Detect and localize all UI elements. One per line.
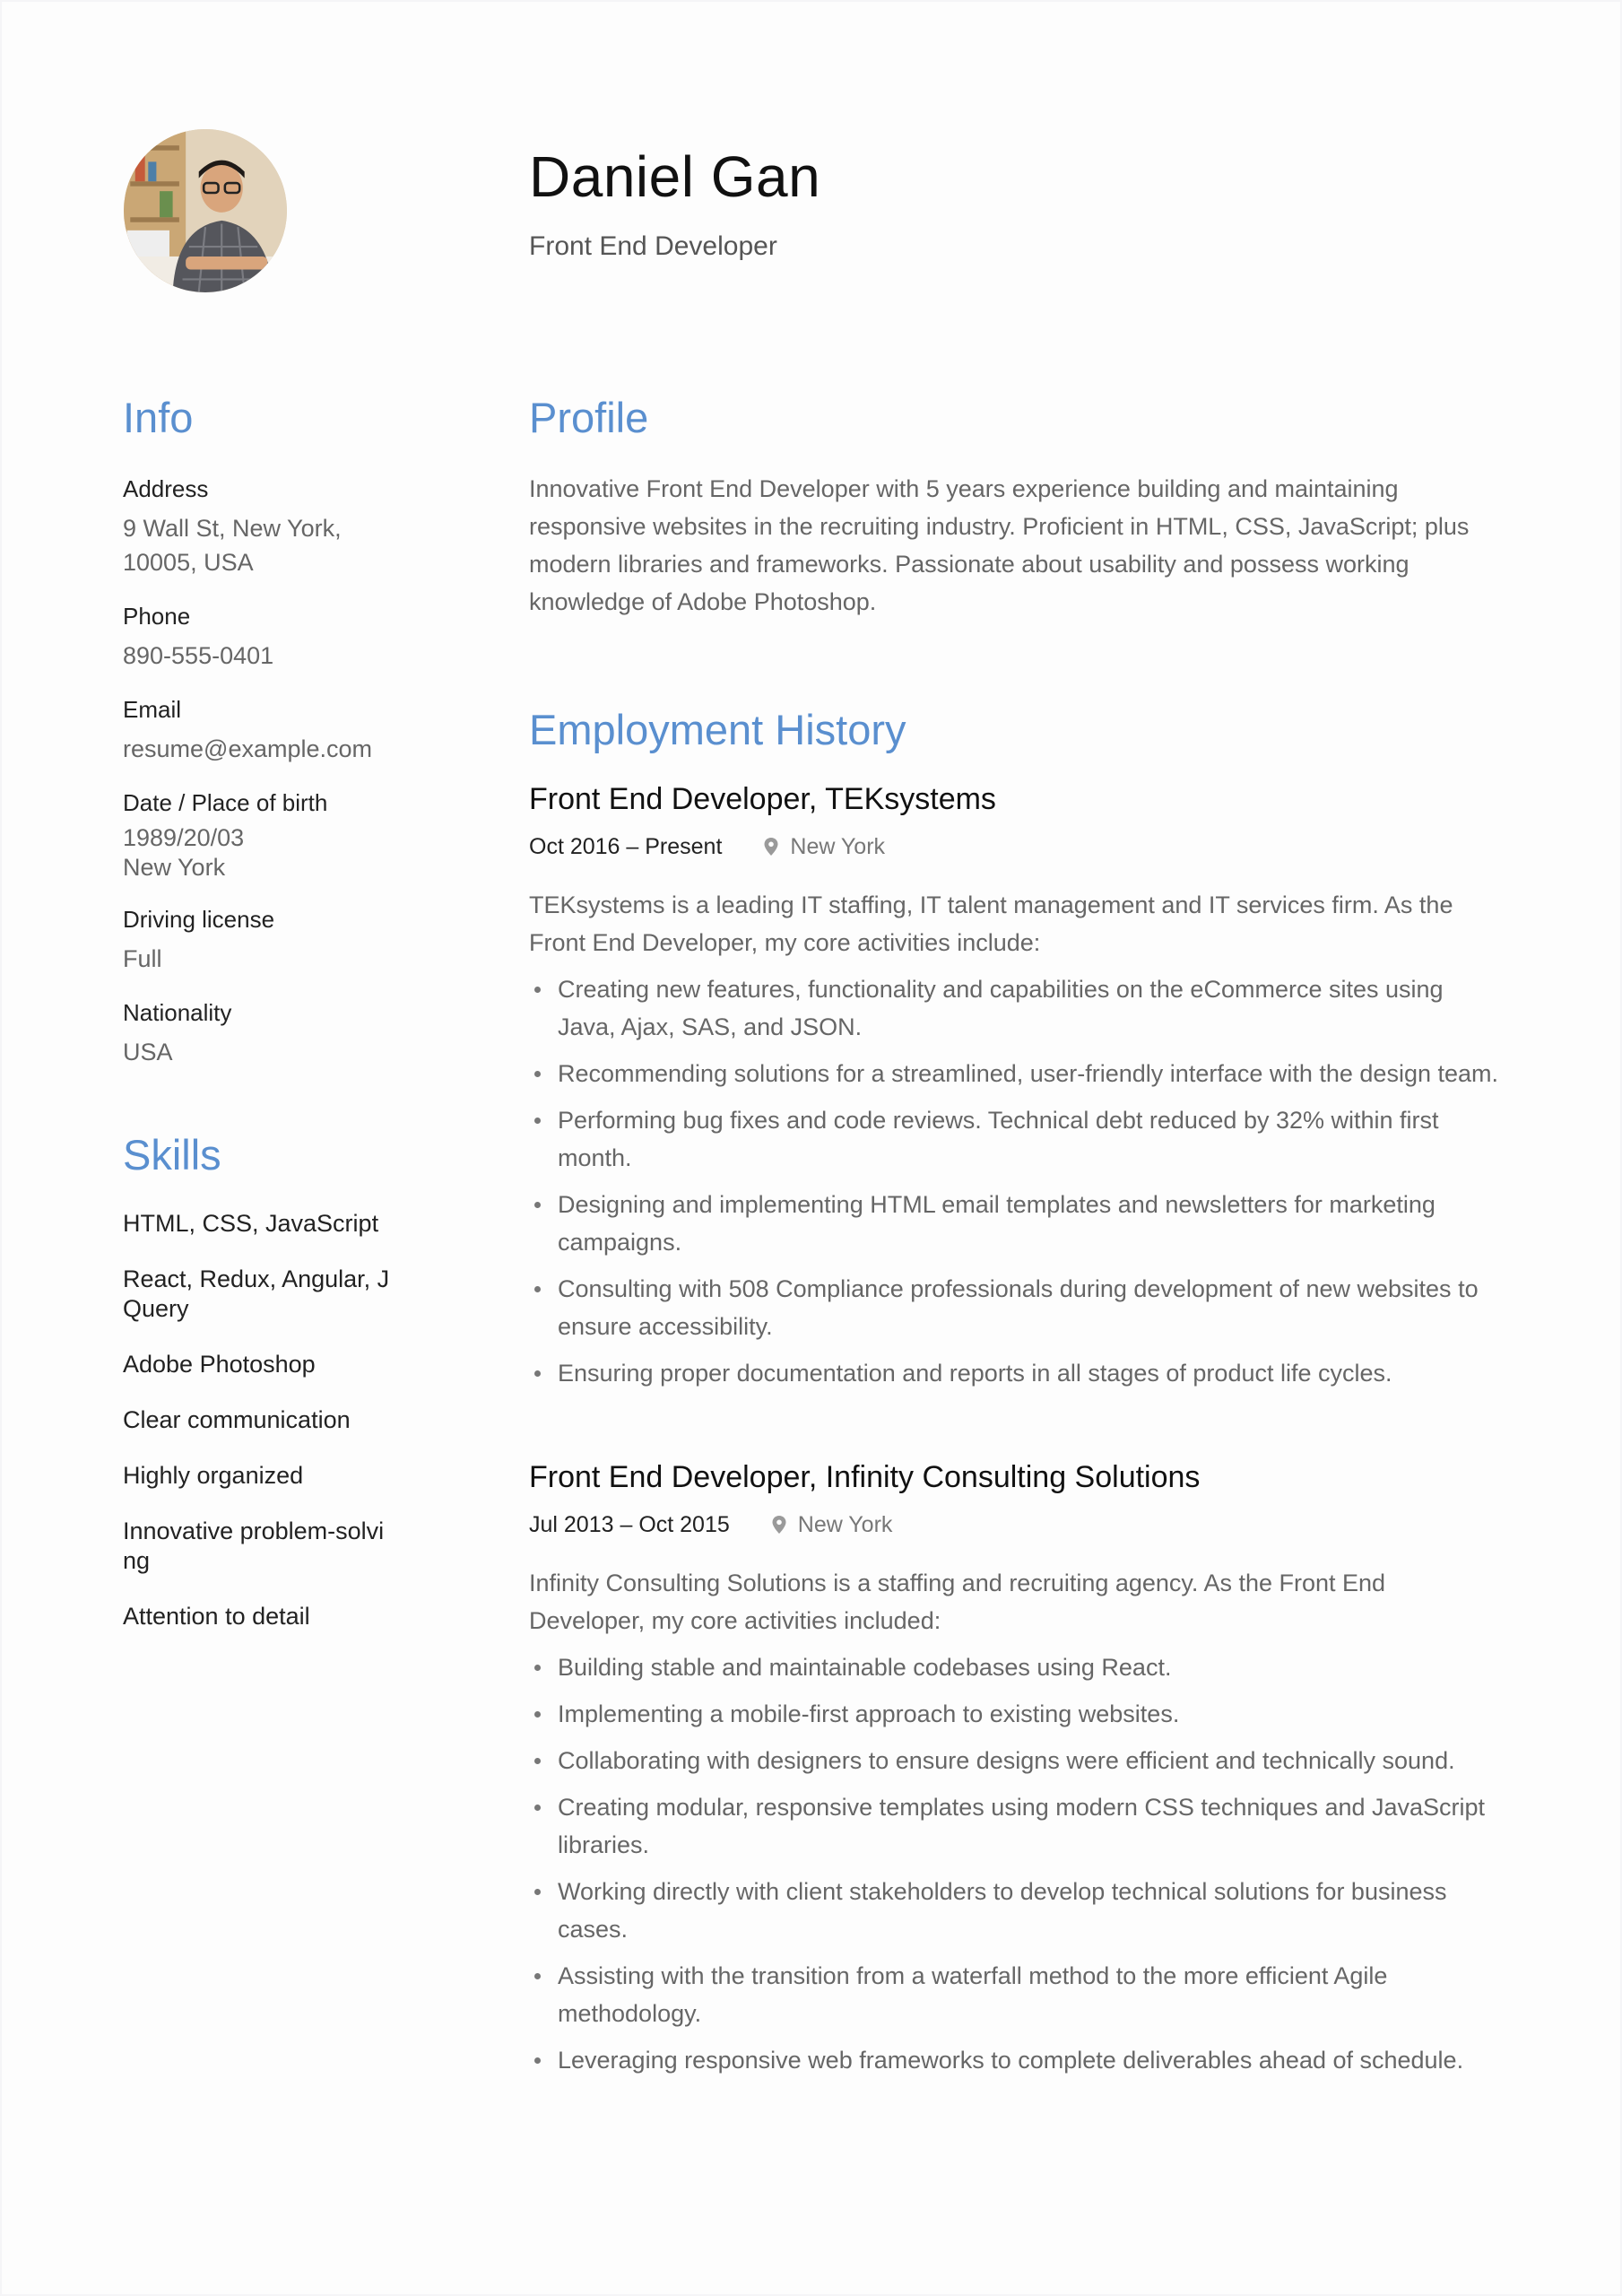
info-list [123, 474, 410, 1069]
bullet-item: Assisting with the transition from a waterfall method to the more efficient Agile methodology. [529, 1957, 1506, 2032]
info-label: Email [123, 696, 182, 723]
location-pin-icon [771, 1515, 787, 1535]
right-column [529, 389, 1506, 2088]
job-dates: Oct 2016 – Present [529, 833, 723, 859]
bullet-item: Designing and implementing HTML email templates and newsletters for marketing campaigns. [529, 1186, 1506, 1261]
job-meta [529, 1509, 1506, 1541]
skills-list [123, 1209, 410, 1631]
info-item-phone [123, 601, 410, 673]
job-bullets [529, 970, 1506, 1392]
bullet-item: Implementing a mobile-first approach to existing websites. [529, 1695, 1506, 1733]
job-dates: Jul 2013 – Oct 2015 [529, 1511, 730, 1537]
job-location-text: New York [797, 1511, 893, 1537]
bullet-item: Building stable and maintainable codebases using React. [529, 1648, 1506, 1686]
bullet-item: Ensuring proper documentation and reports in all stages of product life cycles. [529, 1354, 1506, 1392]
info-value: 9 Wall St, New York, 10005, USA [123, 515, 342, 576]
job-location [771, 1512, 893, 1538]
info-item-email [123, 694, 410, 766]
skill-item: Attention to detail [123, 1603, 310, 1630]
job-location [763, 834, 885, 860]
profile-heading: Profile [529, 394, 649, 441]
job-entry [529, 778, 1506, 1392]
info-item-nationality [123, 997, 410, 1069]
bullet-item: Performing bug fixes and code reviews. Technical debt reduced by 32% within first month. [529, 1101, 1506, 1177]
info-label: Date / Place of birth [123, 789, 328, 816]
info-heading: Info [123, 394, 194, 441]
info-label: Address [123, 475, 209, 502]
info-item-license [123, 904, 410, 976]
info-value: resume@example.com [123, 735, 373, 762]
employment-heading: Employment History [529, 706, 906, 753]
bullet-item: Recommending solutions for a streamlined, user-friendly interface with the design team. [529, 1055, 1506, 1092]
info-label: Phone [123, 603, 191, 630]
job-description: Infinity Consulting Solutions is a staffing and recruiting agency. As the Front End Developer, my core activities included: [529, 1570, 1386, 1634]
left-column [123, 389, 410, 1657]
skill-item: Highly organized [123, 1462, 304, 1489]
job-description: TEKsystems is a leading IT staffing, IT talent management and IT services firm. As the Front End Developer, my core activities include: [529, 891, 1453, 956]
job-role: Front End Developer, Infinity Consulting Solutions [529, 1460, 1201, 1494]
bullet-item: Creating modular, responsive templates using modern CSS techniques and JavaScript libraries. [529, 1788, 1506, 1864]
skill-item: Innovative problem-solvi ng [123, 1518, 385, 1574]
info-label: Nationality [123, 999, 232, 1026]
skill-item: Adobe Photoshop [123, 1351, 316, 1378]
skill-item: Clear communication [123, 1406, 351, 1433]
skill-item: HTML, CSS, JavaScript [123, 1210, 379, 1237]
info-item-birth [123, 787, 410, 883]
candidate-name: Daniel Gan [529, 144, 821, 209]
skill-item: React, Redux, Angular, J Query [123, 1265, 390, 1322]
info-value: Full [123, 945, 162, 972]
bullet-item: Consulting with 508 Compliance professionals during development of new websites to ensure accessibility. [529, 1270, 1506, 1345]
info-label: Driving license [123, 906, 275, 933]
avatar [124, 129, 287, 292]
job-bullets [529, 1648, 1506, 2079]
skills-heading: Skills [123, 1131, 221, 1178]
profile-photo [124, 129, 287, 292]
bullet-item: Creating new features, functionality and capabilities on the eCommerce sites using Java, Ajax, SAS, and JSON. [529, 970, 1506, 1046]
resume-page [2, 2, 1620, 2294]
location-pin-icon [763, 837, 779, 857]
info-value: 1989/20/03 New York [123, 824, 245, 881]
job-meta [529, 831, 1506, 863]
info-item-address [123, 474, 410, 579]
profile-summary: Innovative Front End Developer with 5 years experience building and maintaining responsive websites in the recruiting industry. Proficient in HTML, CSS, JavaScript; plus modern libraries and frameworks. Passionate about usability and possess working knowledge of Adobe Photoshop. [529, 475, 1470, 615]
bullet-item: Working directly with client stakeholders to develop technical solutions for business cases. [529, 1873, 1506, 1948]
job-location-text: New York [790, 833, 886, 859]
job-entry [529, 1457, 1506, 2079]
bullet-item: Collaborating with designers to ensure designs were efficient and technically sound. [529, 1742, 1506, 1779]
info-value: USA [123, 1039, 173, 1065]
bullet-item: Leveraging responsive web frameworks to complete deliverables ahead of schedule. [529, 2041, 1506, 2079]
candidate-title: Front End Developer [529, 231, 777, 261]
job-role: Front End Developer, TEKsystems [529, 782, 996, 816]
info-value: 890-555-0401 [123, 642, 274, 669]
